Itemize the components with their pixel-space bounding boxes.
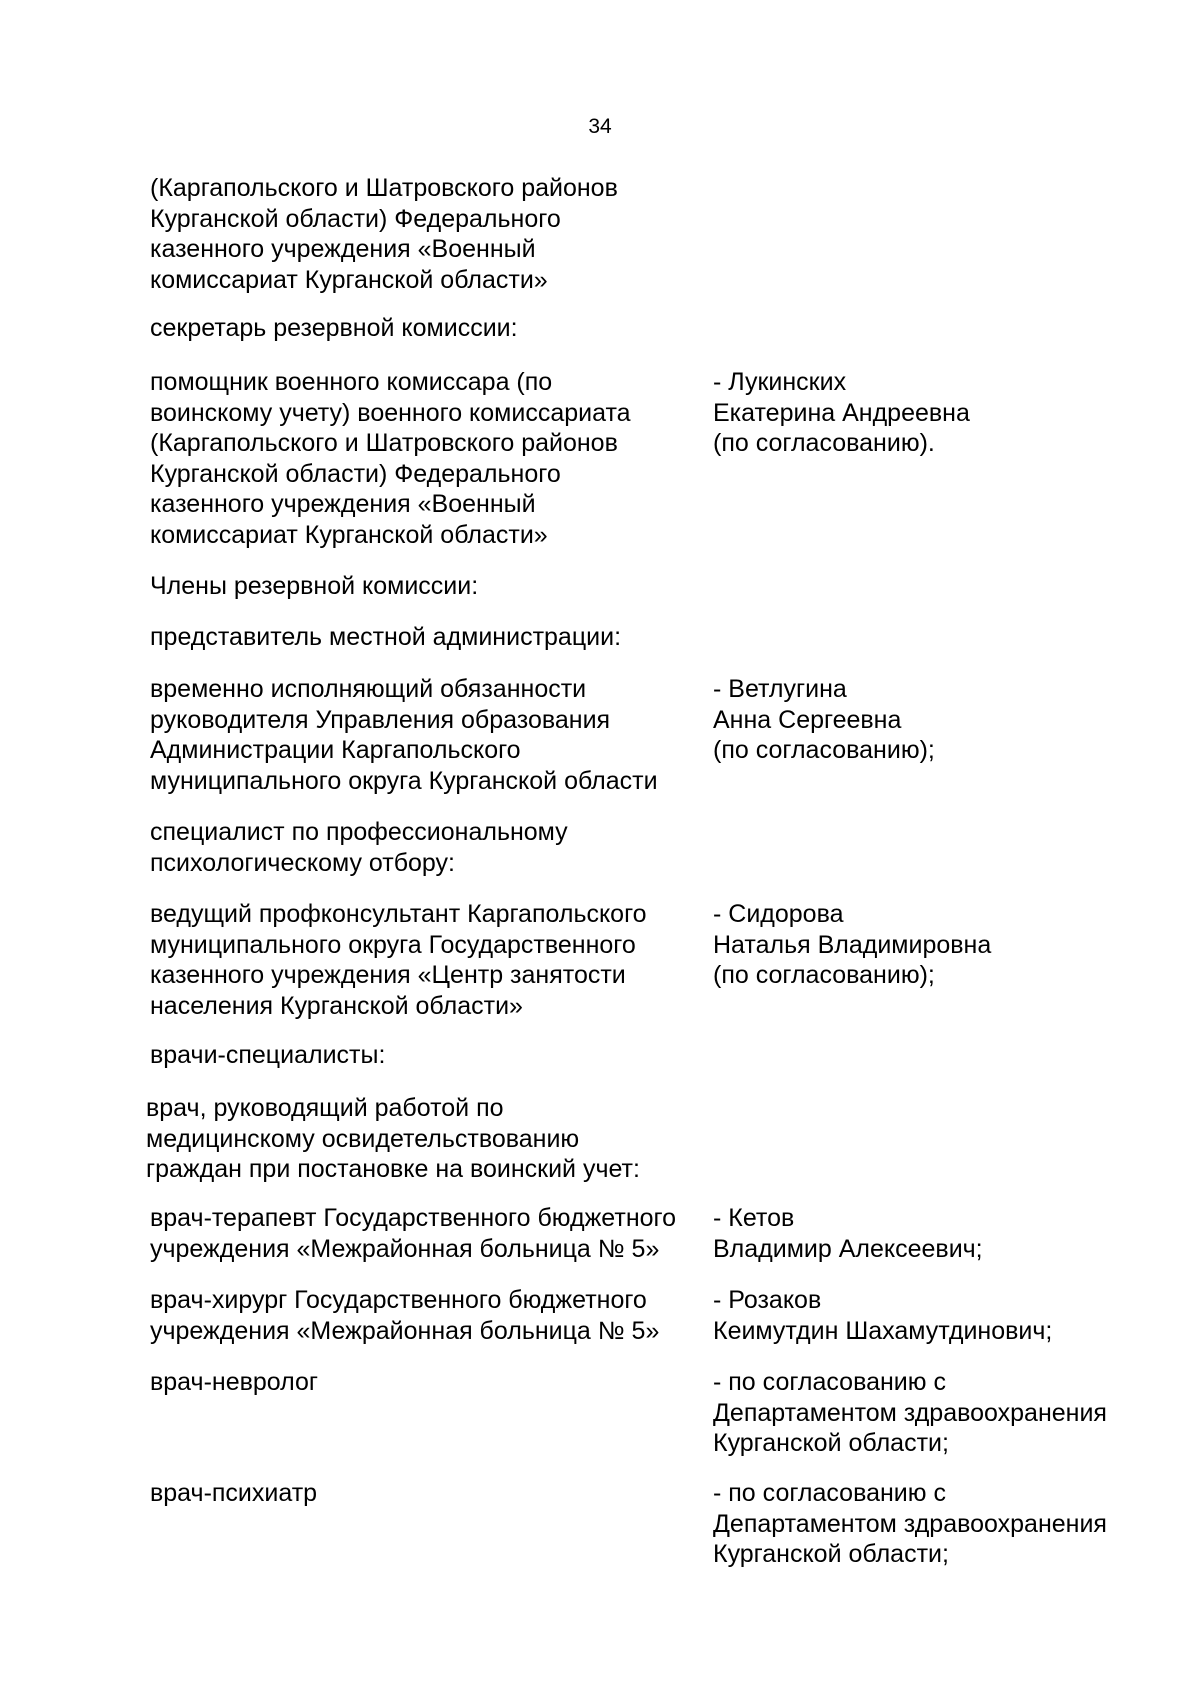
page-number: 34 bbox=[588, 115, 612, 138]
section-heading: секретарь резервной комиссии: bbox=[150, 314, 518, 342]
member-name: - Кетов Владимир Алексеевич; bbox=[713, 1204, 983, 1263]
section-heading: представитель местной администрации: bbox=[150, 623, 622, 651]
member-name: - по согласованию с Департаментом здравоохранения Курганской области; bbox=[713, 1368, 1107, 1457]
member-name: - Ветлугина Анна Сергеевна (по согласованию); bbox=[713, 675, 935, 764]
member-name: - Лукинских Екатерина Андреевна (по согласованию). bbox=[713, 368, 970, 457]
section-heading: врач, руководящий работой по медицинскому освидетельствованию граждан при постановке на воинский учет: bbox=[146, 1094, 640, 1183]
member-name: - по согласованию с Департаментом здравоохранения Курганской области; bbox=[713, 1479, 1107, 1568]
section-heading: специалист по профессиональному психологическому отбору: bbox=[150, 818, 568, 877]
member-position: врач-терапевт Государственного бюджетного учреждения «Межрайонная больница № 5» bbox=[150, 1204, 677, 1263]
member-position: врач-невролог bbox=[150, 1368, 319, 1396]
member-name: - Розаков Кеимутдин Шахамутдинович; bbox=[713, 1286, 1053, 1345]
member-position: ведущий профконсультант Каргапольского муниципального округа Государственного казенного учреждения «Центр занятости населения Курганской области» bbox=[150, 900, 647, 1020]
member-position: врач-психиатр bbox=[150, 1479, 318, 1507]
member-name: - Сидорова Наталья Владимировна (по согласованию); bbox=[713, 900, 992, 989]
section-heading: врачи-специалисты: bbox=[150, 1041, 386, 1069]
member-position: временно исполняющий обязанности руководителя Управления образования Администрации Каргапольского муниципального округа Курганской области bbox=[150, 675, 658, 795]
continuation-text: (Каргапольского и Шатровского районов Курганской области) Федерального казенного учреждения «Военный комиссариат Курганской области» bbox=[150, 174, 618, 294]
member-position: помощник военного комиссара (по воинскому учету) военного комиссариата (Каргапольского и Шатровского районов Курганской области) Федерального казенного учреждения «Военный комиссариат Курганской области» bbox=[150, 368, 631, 549]
section-heading: Члены резервной комиссии: bbox=[150, 572, 479, 600]
member-position: врач-хирург Государственного бюджетного учреждения «Межрайонная больница № 5» bbox=[150, 1286, 660, 1345]
